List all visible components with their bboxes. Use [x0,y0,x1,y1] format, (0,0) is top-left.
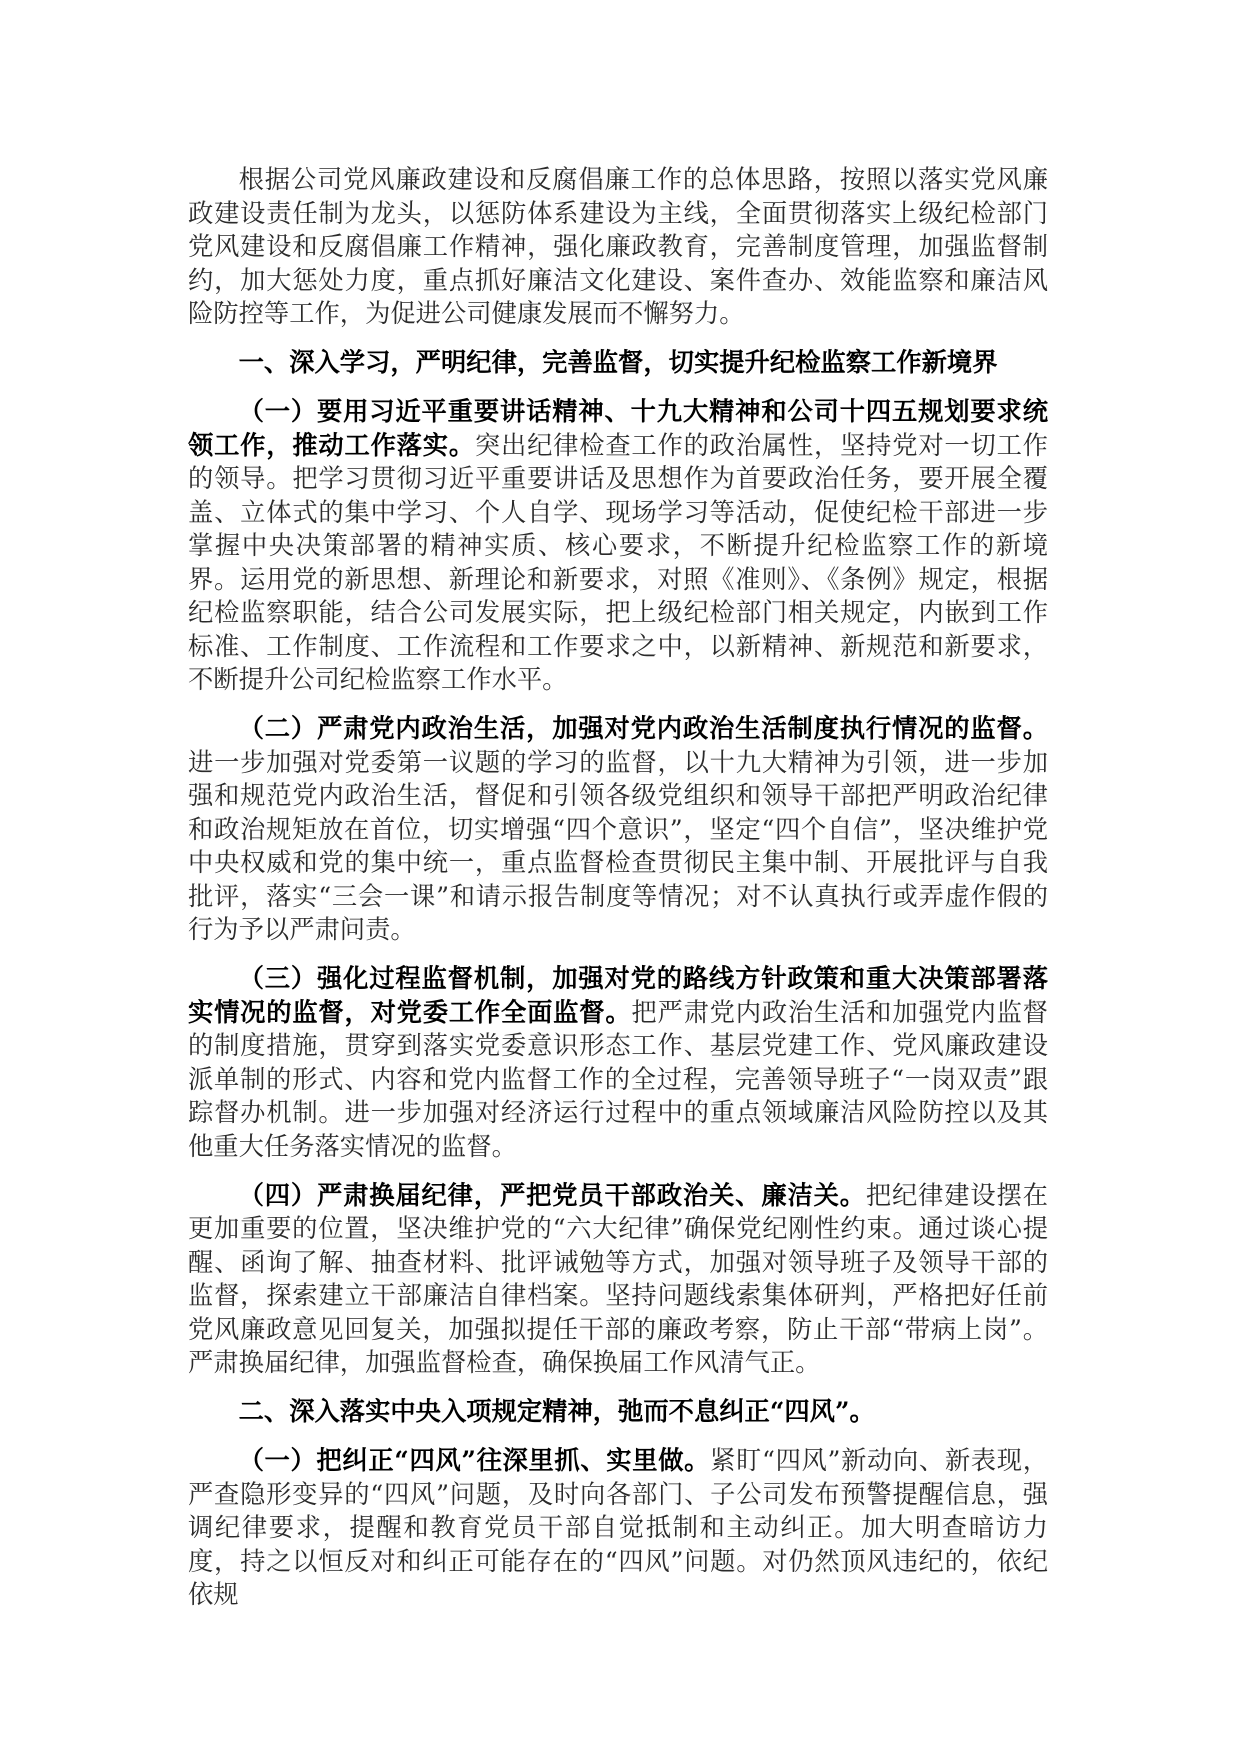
section1-item-1 [188,395,1048,697]
intro-paragraph: 根据公司党风廉政建设和反腐倡廉工作的总体思路，按照以落实党风廉政建设责任制为龙头，以惩防体系建设为主线，全面贯彻落实上级纪检部门党风建设和反腐倡廉工作精神，强化廉政教育，完善制度管理，加强监督制约，加大惩处力度，重点抓好廉洁文化建设、案件查办、效能监察和廉洁风险防控等工作，为促进公司健康发展而不懈努力。 [188,165,1048,328]
item-lead: （一）要用习近平重要讲话精神、十九大精神和公司十四五规划要求统领工作，推动工作落实。 [188,396,1048,460]
item-body: 把严肃党内政治生活和加强党内监督的制度措施，贯穿到落实党委意识形态工作、基层党建工作、党风廉政建设派单制的形式、内容和党内监督工作的全过程，完善领导班子“一岗双责”跟踪督办机制。进一步加强对经济运行过程中的重点领域廉洁风险防控以及其他重大任务落实情况的监督。 [188,997,1048,1161]
item-body: 突出纪律检查工作的政治属性，坚持党对一切工作的领导。把学习贯彻习近平重要讲话及思想作为首要政治任务，要开展全覆盖、立体式的集中学习、个人自学、现场学习等活动，促使纪检干部进一步掌握中央决策部署的精神实质、核心要求，不断提升纪检监察工作的新境界。运用党的新思想、新理论和新要求，对照《准则》、《条例》规定，根据纪检监察职能，结合公司发展实际，把上级纪检部门相关规定，内嵌到工作标准、工作制度、工作流程和工作要求之中，以新精神、新规范和新要求，不断提升公司纪检监察工作水平。 [188,430,1048,694]
section1-item-4 [188,1179,1048,1380]
item-body: 紧盯“四风”新动向、新表现，严查隐形变异的“四风”问题，及时向各部门、子公司发布预警提醒信息，强调纪律要求，提醒和教育党员干部自觉抵制和主动纠正。加大明查暗访力度，持之以恒反对和纠正可能存在的“四风”问题。对仍然顶风违纪的，依纪依规 [188,1446,1048,1609]
document-page [188,163,1048,1627]
item-lead: （四）严肃换届纪律，严把党员干部政治关、廉洁关。 [238,1179,866,1210]
section-heading-2: 二、深入落实中央入项规定精神，弛而不息纠正“四风”。 [238,1396,875,1426]
item-lead: （一）把纠正“四风”往深里抓、实里做。 [238,1445,711,1475]
section1-item-2 [188,712,1048,947]
section2-item-1 [188,1444,1048,1612]
item-lead: （二）严肃党内政治生活，加强对党内政治生活制度执行情况的监督。 [238,713,1048,743]
item-body: 进一步加强对党委第一议题的学习的监督，以十九大精神为引领，进一步加强和规范党内政治生活，督促和引领各级党组织和领导干部把严明政治纪律和政治规矩放在首位，切实增强“四个意识”，坚定“四个自信”，坚决维护党中央权威和党的集中统一，重点监督检查贯彻民主集中制、开展批评与自我批评，落实“三会一课”和请示报告制度等情况；对不认真执行或弄虚作假的行为予以严肃问责。 [188,747,1048,944]
section-heading-1: 一、深入学习，严明纪律，完善监督，切实提升纪检监察工作新境界 [238,347,998,377]
section1-item-3 [188,962,1048,1163]
item-body: 把纪律建设摆在更加重要的位置，坚决维护党的“六大纪律”确保党纪刚性约束。通过谈心提醒、函询了解、抽查材料、批评诫勉等方式，加强对领导班子及领导干部的监督，探索建立干部廉洁自律档案。坚持问题线索集体研判，严格把好任前党风廉政意见回复关，加强拟提任干部的廉政考察，防止干部“带病上岗”。严肃换届纪律，加强监督检查，确保换届工作风清气正。 [188,1180,1048,1377]
item-lead: （三）强化过程监督机制，加强对党的路线方针政策和重大决策部署落实情况的监督，对党委工作全面监督。 [188,963,1048,1027]
